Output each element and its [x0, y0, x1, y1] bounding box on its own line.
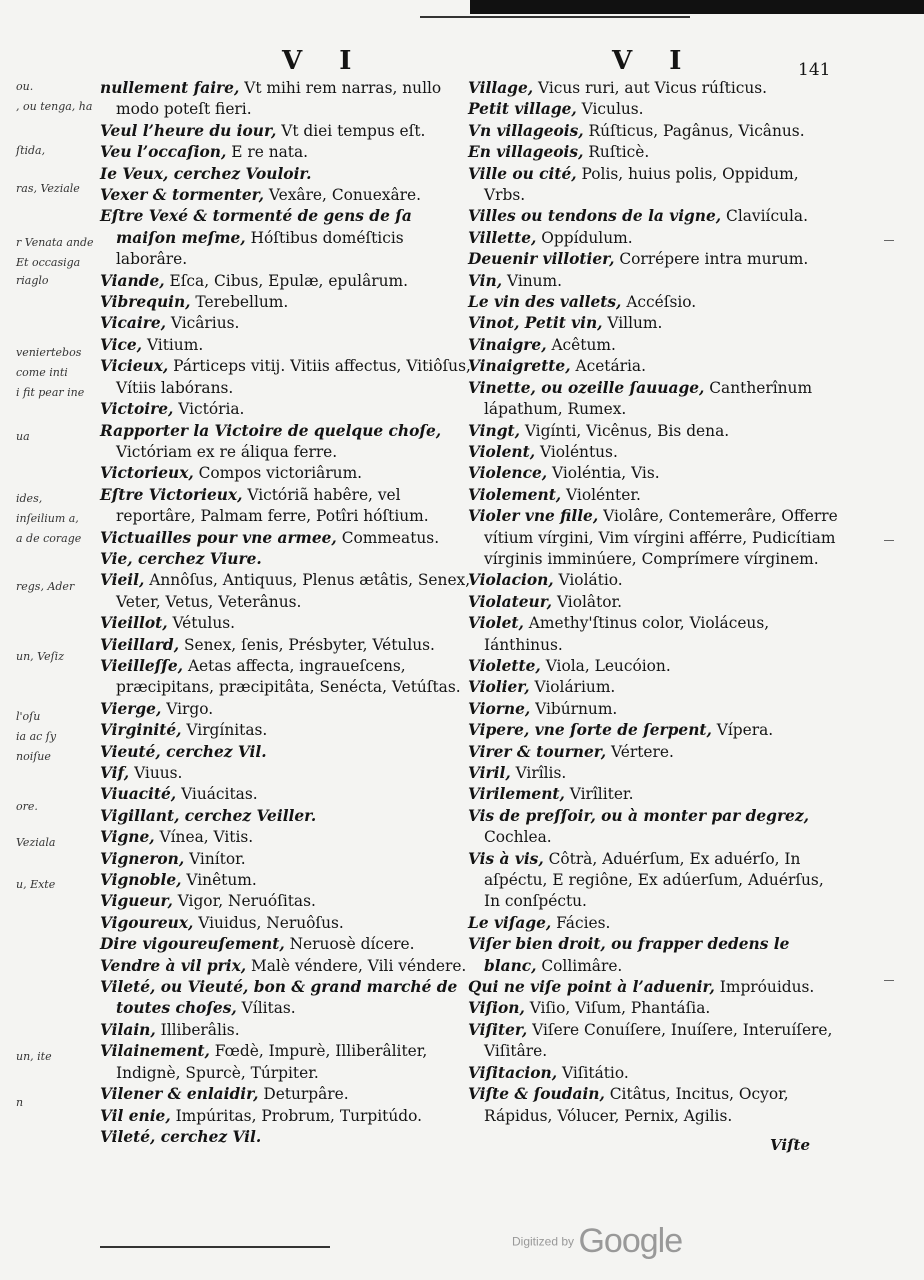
dictionary-entry — [468, 121, 840, 142]
dictionary-entry — [468, 998, 840, 1019]
entry-french-headword: Viſitacion, — [468, 1063, 558, 1082]
entry-latin-gloss: Vt mihi rem narras, nullo modo poteſt fieri. — [116, 79, 442, 119]
entry-latin-gloss: Violâtor. — [552, 592, 623, 611]
dictionary-entry — [100, 271, 472, 292]
entry-latin-gloss: Vigínti, Vicênus, Bis dena. — [519, 421, 730, 440]
entry-french-headword: Le viſage, — [468, 913, 552, 932]
dictionary-entry — [468, 356, 840, 377]
dictionary-entry — [468, 592, 840, 613]
entry-french-headword: Villette, — [468, 228, 537, 247]
entry-french-headword: Villes ou tendons de la vigne, — [468, 207, 722, 226]
entry-latin-gloss: Commeatus. — [336, 528, 440, 547]
entry-french-headword: Violence, — [468, 464, 548, 483]
entry-french-headword: Violacion, — [468, 571, 554, 590]
dictionary-entry — [468, 699, 840, 720]
entry-french-headword: Vin, — [468, 271, 503, 290]
entry-latin-gloss: Vt diei tempus eſt. — [276, 121, 426, 140]
entry-latin-gloss: Virgínitas. — [181, 721, 268, 740]
entry-french-headword: Viſer bien droit, ou frapper dedens le blanc, — [468, 935, 790, 975]
dictionary-entry — [100, 720, 472, 741]
dictionary-entry — [468, 677, 840, 698]
entry-french-headword: Rapporter la Victoire de quelque choſe, — [100, 421, 442, 440]
dictionary-entry — [468, 806, 840, 849]
entry-french-headword: Deuenir villotier, — [468, 250, 615, 269]
dictionary-entry — [100, 356, 472, 399]
dictionary-entry — [100, 549, 472, 570]
entry-latin-gloss: Violéntia, Vis. — [547, 464, 660, 483]
dictionary-entry — [100, 699, 472, 720]
dictionary-entry — [100, 421, 472, 464]
entry-french-headword: Vieilleſſe, — [100, 656, 184, 675]
entry-french-headword: Vigueur, — [100, 892, 173, 911]
dictionary-entry — [468, 1020, 840, 1063]
entry-latin-gloss: Villum. — [602, 314, 663, 333]
entry-french-headword: Vinette, ou ozeille ſauuage, — [468, 378, 705, 397]
entry-french-headword: Violement, — [468, 485, 562, 504]
dictionary-entry — [468, 763, 840, 784]
entry-french-headword: Vendre à vil prix, — [100, 956, 247, 975]
entry-latin-gloss: Violátio. — [553, 571, 623, 590]
dictionary-entry — [468, 228, 840, 249]
running-header-right: V I — [612, 46, 696, 76]
dictionary-entry — [100, 335, 472, 356]
entry-latin-gloss: Violéntus. — [535, 442, 618, 461]
entry-french-headword: Vinaigrette, — [468, 357, 571, 376]
entry-latin-gloss: Viſitátio. — [557, 1063, 629, 1082]
entry-french-headword: Vinot, Petit vin, — [468, 314, 603, 333]
entry-latin-gloss: Virîlis. — [510, 764, 567, 782]
entry-french-headword: Eſtre Vexé & tormenté de gens de ſa maiſon meſme, — [100, 207, 412, 247]
entry-french-headword: Viande, — [100, 271, 165, 290]
entry-french-headword: Vis à vis, — [468, 849, 544, 868]
entry-french-headword: Village, — [468, 79, 534, 97]
entry-french-headword: Vingt, — [468, 421, 520, 440]
dictionary-entry — [100, 977, 472, 1020]
entry-latin-gloss: Impróuidus. — [714, 978, 815, 997]
entry-latin-gloss: Citâtus, Incitus, Ocyor, Rápidus, Vólucer, Pernix, Agilis. — [484, 1085, 789, 1125]
entry-french-headword: Qui ne viſe point à l’aduenir, — [468, 978, 715, 997]
entry-french-headword: Eſtre Victorieux, — [100, 485, 243, 504]
entry-latin-gloss: Vinum. — [502, 271, 563, 290]
entry-latin-gloss: Malè véndere, Vili véndere. — [246, 956, 467, 975]
entry-french-headword: Vierge, — [100, 699, 162, 718]
entry-latin-gloss: Vínea, Vitis. — [154, 828, 254, 847]
dictionary-entry — [100, 1106, 472, 1127]
entry-latin-gloss: Polis, huius polis, Oppidum, Vrbs. — [484, 164, 799, 205]
entry-french-headword: Victuailles pour vne armee, — [100, 528, 337, 547]
entry-latin-gloss: Virîliter. — [564, 785, 634, 804]
entry-french-headword: Le vin des vallets, — [468, 293, 622, 312]
dictionary-entry — [100, 121, 472, 142]
entry-latin-gloss: Vitium. — [142, 335, 204, 354]
dictionary-entry — [468, 421, 840, 442]
entry-latin-gloss: Victória. — [173, 400, 245, 419]
entry-latin-gloss: Cochlea. — [484, 828, 552, 847]
dictionary-entry — [468, 784, 840, 805]
entry-latin-gloss: Fácies. — [551, 913, 611, 932]
entry-latin-gloss: Oppídulum. — [536, 228, 633, 247]
dictionary-entry — [100, 78, 472, 121]
entry-latin-gloss: Vigor, Neruóſitas. — [172, 892, 316, 911]
entry-french-headword: Vis de preſſoir, ou à monter par degrez, — [468, 806, 809, 825]
entry-french-headword: Vn villageois, — [468, 121, 584, 140]
entry-latin-gloss: Rúſticus, Pagânus, Vicânus. — [583, 121, 805, 140]
entry-latin-gloss: Accéſsio. — [621, 293, 697, 312]
entry-french-headword: Vigillant, cerchez Veiller. — [100, 806, 317, 825]
rule-top — [420, 16, 690, 18]
running-header-left: V I — [282, 46, 366, 76]
dictionary-entry — [468, 913, 840, 934]
dictionary-entry — [468, 463, 840, 484]
entry-french-headword: Vieillot, — [100, 614, 168, 633]
dictionary-entry — [100, 742, 472, 763]
entry-latin-gloss: Victóriam ex re áliqua ferre. — [116, 442, 338, 461]
entry-french-headword: nullement faire, — [100, 79, 240, 97]
dictionary-entry — [468, 656, 840, 677]
dictionary-entry — [100, 635, 472, 656]
dictionary-entry — [468, 378, 840, 421]
entry-french-headword: Viuacité, — [100, 785, 177, 804]
entry-latin-gloss: Viuácitas. — [176, 785, 258, 804]
entry-french-headword: Virer & tourner, — [468, 742, 607, 761]
entry-french-headword: Vigoureux, — [100, 913, 194, 932]
dictionary-entry — [100, 1041, 472, 1084]
entry-latin-gloss: Senex, ſenis, Présbyter, Vétulus. — [179, 635, 435, 654]
entry-french-headword: Vipere, vne ſorte de ſerpent, — [468, 721, 712, 740]
scan-edge-bar — [470, 0, 924, 14]
entry-latin-gloss: Claviícula. — [721, 207, 808, 226]
entry-french-headword: Viorne, — [468, 699, 531, 718]
entry-french-headword: Vilain, — [100, 1020, 156, 1039]
entry-latin-gloss: Ruſticè. — [583, 143, 650, 162]
entry-latin-gloss: Violárium. — [529, 678, 616, 697]
entry-latin-gloss: Vinêtum. — [181, 871, 257, 890]
dictionary-entry — [100, 528, 472, 549]
entry-french-headword: Vice, — [100, 335, 143, 354]
dictionary-entry — [468, 613, 840, 656]
entry-latin-gloss: Eſca, Cibus, Epulæ, epulârum. — [164, 271, 409, 290]
dictionary-entry — [468, 313, 840, 334]
dictionary-entry — [468, 99, 840, 120]
watermark-prefix: Digitized by — [512, 1234, 575, 1249]
dictionary-entry — [468, 720, 840, 741]
entry-latin-gloss: Violâre, Contemerâre, Offerre vítium vírgini, Vim vírgini afférre, Pudicítiam vírginis imminúere, Comprímere vírginem. — [484, 507, 838, 568]
dictionary-entry — [100, 870, 472, 891]
dictionary-entry — [468, 164, 840, 207]
entry-latin-gloss: Vílitas. — [236, 999, 296, 1018]
dictionary-entry — [468, 442, 840, 463]
dictionary-entry — [100, 956, 472, 977]
entry-french-headword: Vignoble, — [100, 871, 182, 890]
entry-latin-gloss: Vexâre, Conuexâre. — [264, 186, 422, 205]
dictionary-entry — [468, 934, 840, 977]
dictionary-entry — [100, 613, 472, 634]
entry-latin-gloss: Viculus. — [576, 100, 644, 119]
dictionary-entry — [100, 1020, 472, 1041]
entry-french-headword: Dire vigoureuſement, — [100, 935, 285, 954]
entry-french-headword: Viſte & ſoudain, — [468, 1085, 605, 1104]
entry-latin-gloss: Viſio, Viſum, Phantáſia. — [524, 999, 711, 1018]
dictionary-entry — [100, 849, 472, 870]
entry-latin-gloss: Annôſus, Antiquus, Plenus ætâtis, Senex, Veter, Vetus, Veterânus. — [116, 571, 471, 611]
dictionary-entry — [468, 78, 840, 99]
dictionary-entry — [100, 827, 472, 848]
dictionary-entry — [468, 849, 840, 913]
entry-latin-gloss: Vicârius. — [165, 314, 240, 333]
dictionary-column-right — [468, 78, 840, 1127]
entry-latin-gloss: Hóſtibus doméſticis laborâre. — [116, 228, 404, 269]
entry-latin-gloss: Aetas affecta, ingraueſcens, præcipitans, præcipitâta, Senécta, Vetúſtas. — [116, 656, 461, 697]
entry-french-headword: Vil enie, — [100, 1106, 171, 1125]
entry-latin-gloss: Illiberâlis. — [155, 1020, 240, 1039]
entry-french-headword: Vibrequin, — [100, 293, 191, 312]
dictionary-entry — [100, 806, 472, 827]
dictionary-entry — [100, 1127, 472, 1148]
dictionary-entry — [100, 891, 472, 912]
entry-french-headword: Vieuté, cerchez Vil. — [100, 742, 267, 761]
entry-latin-gloss: Victóriã habêre, vel reportâre, Palmam ferre, Potîri hóſtium. — [116, 485, 429, 526]
dictionary-entry — [100, 570, 472, 613]
dictionary-entry — [468, 335, 840, 356]
entry-latin-gloss: Cantherînum lápathum, Rumex. — [484, 378, 813, 419]
dictionary-entry — [468, 485, 840, 506]
entry-french-headword: Vigne, — [100, 828, 155, 847]
dictionary-entry — [100, 164, 472, 185]
entry-french-headword: Vieillard, — [100, 635, 180, 654]
entry-latin-gloss: Virgo. — [161, 699, 214, 718]
dictionary-entry — [100, 142, 472, 163]
entry-latin-gloss: Vinítor. — [184, 849, 246, 868]
entry-latin-gloss: Collimâre. — [536, 956, 623, 975]
entry-latin-gloss: Vétulus. — [167, 614, 236, 633]
dictionary-entry — [100, 399, 472, 420]
entry-latin-gloss: Amethy'ſtinus color, Violáceus, Iánthinus. — [484, 614, 770, 654]
entry-french-headword: Vie, cerchez Viure. — [100, 549, 262, 568]
entry-french-headword: Viſion, — [468, 999, 525, 1018]
entry-french-headword: Veul l’heure du iour, — [100, 121, 277, 140]
dictionary-entry — [100, 763, 472, 784]
entry-latin-gloss: Impúritas, Probrum, Turpitúdo. — [170, 1106, 422, 1125]
entry-french-headword: Vicieux, — [100, 357, 169, 376]
entry-french-headword: En villageois, — [468, 143, 584, 162]
entry-french-headword: Veu l’occaſion, — [100, 143, 227, 162]
entry-french-headword: Violateur, — [468, 592, 553, 611]
dictionary-entry — [100, 292, 472, 313]
entry-latin-gloss: Neruosè dícere. — [284, 935, 415, 954]
entry-french-headword: Vinaigre, — [468, 335, 547, 354]
bleed-through-margin: ou. , ou tenga, ha ſtida, ras, Veziale r Venata ande Et occasiga riaglo veniertebos come inti i fit pear ine ua ides, inſeilium a, a de corage regs, Ader un, Veſiz l'oſu ia ac ſy noiſue ore. Veziala u, Exte un, ite n — [16, 80, 94, 1109]
page-number: 141 — [798, 60, 831, 80]
entry-french-headword: Violier, — [468, 678, 530, 697]
dictionary-column-left — [100, 78, 472, 1148]
entry-latin-gloss: Acêtum. — [546, 335, 616, 354]
entry-french-headword: Violent, — [468, 442, 536, 461]
entry-french-headword: Victoire, — [100, 400, 174, 419]
entry-french-headword: Ville ou cité, — [468, 164, 577, 183]
entry-french-headword: Vileté, ou Vieuté, bon & grand marché de toutes choſes, — [100, 978, 458, 1018]
entry-french-headword: Vileté, cerchez Vil. — [100, 1127, 262, 1146]
entry-latin-gloss: Côtrà, Aduérſum, Ex aduérſo, In aſpéctu, E regiône, Ex adúerſum, Aduérſus, In conſpéctu. — [484, 849, 824, 911]
rule-bottom — [100, 1246, 330, 1248]
dictionary-entry — [100, 913, 472, 934]
dictionary-entry — [100, 185, 472, 206]
entry-latin-gloss: Fœdè, Impurè, Illiberâliter, Indignè, Spurcè, Túrpiter. — [116, 1042, 428, 1082]
entry-latin-gloss: E re nata. — [226, 143, 309, 162]
entry-french-headword: Virginité, — [100, 721, 182, 740]
page-edge-marks — [884, 120, 914, 1120]
dictionary-entry — [468, 570, 840, 591]
dictionary-entry — [100, 1084, 472, 1105]
entry-latin-gloss: Compos victoriârum. — [193, 464, 363, 483]
dictionary-entry — [100, 463, 472, 484]
dictionary-entry — [100, 934, 472, 955]
dictionary-entry — [100, 485, 472, 528]
entry-latin-gloss: Corrépere intra murum. — [614, 250, 809, 269]
entry-latin-gloss: Viuus. — [129, 764, 183, 782]
entry-latin-gloss: Vípera. — [711, 721, 774, 740]
entry-french-headword: Vilener & enlaidir, — [100, 1085, 259, 1104]
dictionary-entry — [468, 142, 840, 163]
entry-latin-gloss: Vibúrnum. — [530, 699, 618, 718]
catchword: Viſte — [770, 1136, 810, 1154]
entry-french-headword: Vicaire, — [100, 314, 166, 333]
dictionary-entry — [468, 1084, 840, 1127]
entry-latin-gloss: Deturpâre. — [258, 1085, 349, 1104]
dictionary-entry — [468, 1063, 840, 1084]
digitized-watermark — [512, 1222, 682, 1261]
google-logo: Google — [578, 1222, 683, 1260]
dictionary-entry — [468, 977, 840, 998]
dictionary-entry — [468, 206, 840, 227]
dictionary-entry — [100, 784, 472, 805]
entry-latin-gloss: Vicus ruri, aut Vicus rúſticus. — [533, 79, 768, 97]
entry-latin-gloss: Viuidus, Neruôſus. — [193, 913, 344, 932]
dictionary-entry — [468, 271, 840, 292]
entry-french-headword: Viril, — [468, 764, 511, 782]
entry-latin-gloss: Terebellum. — [190, 293, 289, 312]
entry-latin-gloss: Viſere Conuíſere, Inuíſere, Interuíſere, Viſitâre. — [484, 1020, 833, 1061]
entry-latin-gloss: Violénter. — [561, 485, 641, 504]
entry-french-headword: Violet, — [468, 614, 524, 633]
entry-latin-gloss: Vértere. — [606, 742, 674, 761]
entry-french-headword: Vif, — [100, 764, 130, 782]
entry-french-headword: Victorieux, — [100, 464, 194, 483]
entry-french-headword: Vieil, — [100, 571, 145, 590]
entry-latin-gloss: Párticeps vitij. Vitiis affectus, Vitiôſus, Vítiis labórans. — [116, 357, 471, 397]
dictionary-entry — [100, 656, 472, 699]
entry-french-headword: Vilainement, — [100, 1042, 210, 1061]
entry-french-headword: Petit village, — [468, 100, 577, 119]
dictionary-entry — [468, 249, 840, 270]
entry-french-headword: Virilement, — [468, 785, 565, 804]
dictionary-entry — [468, 292, 840, 313]
dictionary-entry — [468, 506, 840, 570]
entry-french-headword: Violer vne fille, — [468, 507, 599, 526]
entry-french-headword: Vexer & tormenter, — [100, 186, 265, 205]
dictionary-entry — [100, 206, 472, 270]
entry-french-headword: Viſiter, — [468, 1020, 528, 1039]
entry-french-headword: Violette, — [468, 656, 541, 675]
entry-latin-gloss: Viola, Leucóion. — [540, 656, 671, 675]
entry-french-headword: Ie Veux, cerchez Vouloir. — [100, 164, 312, 183]
dictionary-entry — [468, 742, 840, 763]
entry-latin-gloss: Acetária. — [570, 357, 647, 376]
entry-french-headword: Vigneron, — [100, 849, 185, 868]
dictionary-entry — [100, 313, 472, 334]
